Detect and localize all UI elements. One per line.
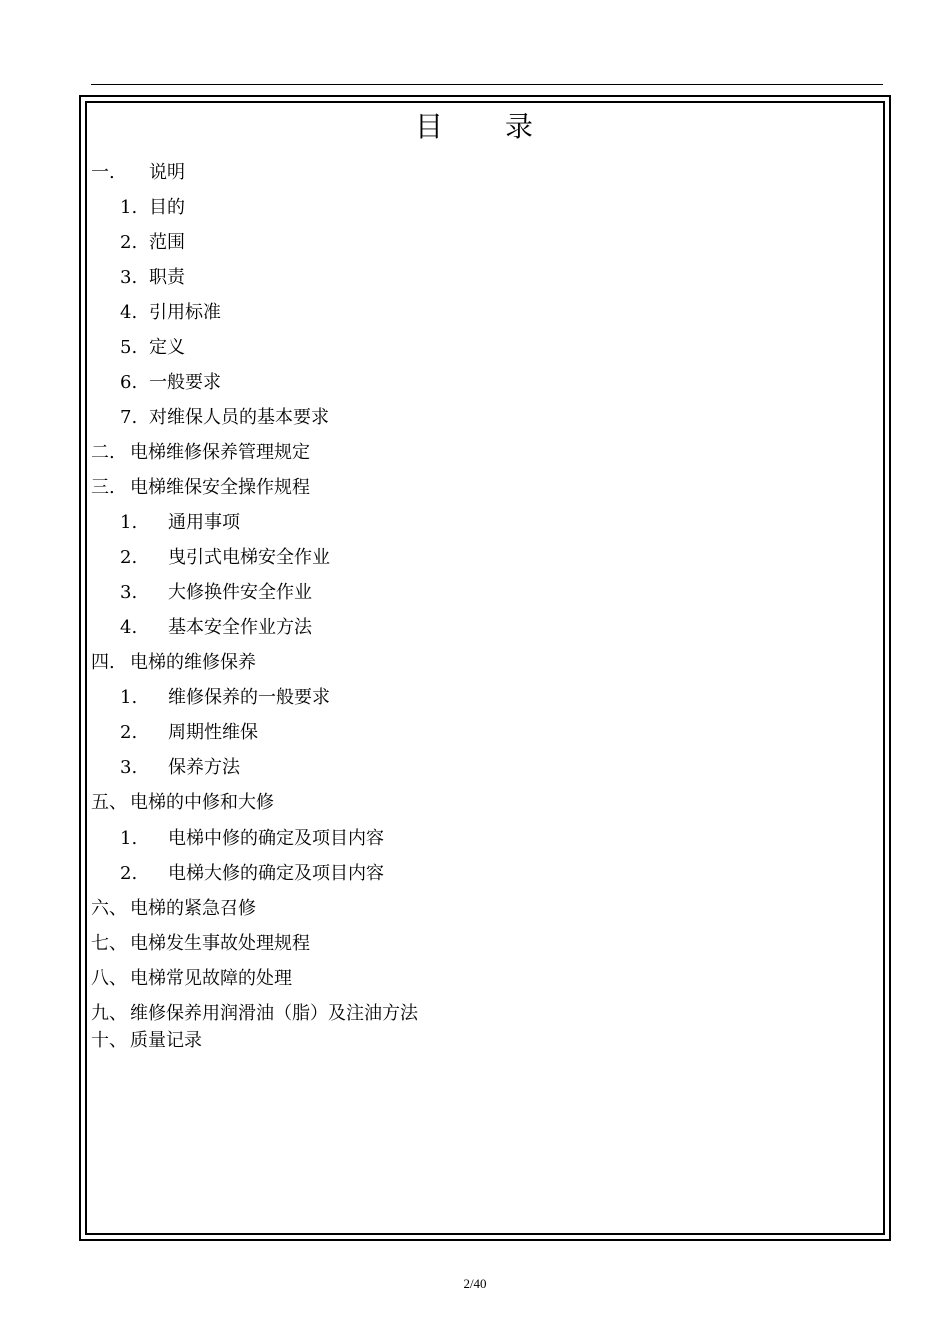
toc-entry [120, 337, 185, 359]
toc-entry-text: 曳引式电梯安全作业 [168, 547, 330, 568]
toc-entry-number: 七、 [91, 933, 127, 954]
toc-entry [91, 442, 310, 464]
toc-entry-text: 大修换件安全作业 [168, 582, 312, 603]
toc-entry-text: 说明 [149, 162, 185, 183]
toc-entry-text: 电梯中修的确定及项目内容 [168, 828, 384, 849]
toc-entry [91, 477, 310, 499]
toc-entry-number: 3. [120, 267, 138, 288]
toc-entry [120, 407, 329, 429]
toc-entry-number: 7. [120, 407, 138, 428]
toc-entry [120, 197, 185, 219]
toc-entry-text: 电梯维修保养管理规定 [130, 442, 310, 463]
toc-entry-number: 4. [120, 302, 138, 323]
toc-entry [120, 547, 330, 569]
toc-entry-number: 八、 [91, 968, 127, 989]
toc-entry [120, 372, 221, 394]
toc-entry-number: 3. [120, 582, 138, 603]
page-number: 2/40 [463, 1276, 487, 1291]
toc-entry-text: 引用标准 [149, 302, 221, 323]
toc-entry [91, 968, 292, 990]
toc-entry-number: 二. [91, 442, 115, 463]
toc-entry-number: 1. [120, 512, 138, 533]
toc-entry-text: 电梯维保安全操作规程 [130, 477, 310, 498]
toc-entry-number: 六、 [91, 898, 127, 919]
toc-entry [91, 1030, 202, 1052]
toc-entry [120, 757, 240, 779]
toc-entry-text: 电梯常见故障的处理 [130, 968, 292, 989]
toc-entry-number: 2. [120, 232, 138, 253]
toc-entry-text: 电梯的中修和大修 [130, 792, 274, 813]
toc-entry-number: 1. [120, 828, 138, 849]
toc-entry-text: 职责 [149, 267, 185, 288]
toc-entry [120, 302, 221, 324]
toc-entry-text: 电梯大修的确定及项目内容 [168, 863, 384, 884]
toc-entry-number: 2. [120, 863, 138, 884]
toc-entry [120, 722, 258, 744]
toc-entry-number: 十、 [91, 1030, 127, 1051]
toc-entry [91, 898, 256, 920]
toc-entry-text: 一般要求 [149, 372, 221, 393]
toc-entry [91, 652, 256, 674]
toc-entry-number: 三. [91, 477, 115, 498]
toc-entry-text: 维修保养用润滑油（脂）及注油方法 [130, 1003, 418, 1024]
document-title: 目 录 [414, 110, 535, 143]
toc-entry-number: 2. [120, 547, 138, 568]
toc-entry-text: 电梯的紧急召修 [130, 898, 256, 919]
toc-entry-text: 维修保养的一般要求 [168, 687, 330, 708]
toc-entry-text: 质量记录 [130, 1030, 202, 1051]
toc-entry [120, 617, 312, 639]
toc-entry-number: 1. [120, 687, 138, 708]
toc-entry-text: 电梯的维修保养 [130, 652, 256, 673]
toc-entry-text: 目的 [149, 197, 185, 218]
toc-entry [91, 933, 310, 955]
toc-entry-number: 九、 [91, 1003, 127, 1024]
toc-entry-number: 一. [91, 162, 115, 183]
toc-entry [120, 232, 185, 254]
toc-entry [120, 687, 330, 709]
toc-entry [91, 1003, 418, 1025]
toc-entry-text: 定义 [149, 337, 185, 358]
toc-entry-number: 2. [120, 722, 138, 743]
toc-entry-number: 4. [120, 617, 138, 638]
toc-entry [120, 863, 384, 885]
toc-entry-text: 基本安全作业方法 [168, 617, 312, 638]
toc-entry-text: 电梯发生事故处理规程 [130, 933, 310, 954]
toc-entry [120, 267, 185, 289]
toc-entry-text: 保养方法 [168, 757, 240, 778]
toc-entry-number: 四. [91, 652, 115, 673]
toc-entry-text: 范围 [149, 232, 185, 253]
toc-entry-text: 通用事项 [168, 512, 240, 533]
toc-entry-number: 五、 [91, 792, 127, 813]
toc-entry-number: 1. [120, 197, 138, 218]
toc-entry [91, 162, 185, 184]
toc-entry [120, 828, 384, 850]
toc-entry-number: 3. [120, 757, 138, 778]
toc-entry-text: 对维保人员的基本要求 [149, 407, 329, 428]
toc-entry [120, 512, 240, 534]
toc-entry-text: 周期性维保 [168, 722, 258, 743]
toc-entry-number: 6. [120, 372, 138, 393]
toc-entry-number: 5. [120, 337, 138, 358]
toc-entry [91, 792, 274, 814]
toc-entry [120, 582, 312, 604]
